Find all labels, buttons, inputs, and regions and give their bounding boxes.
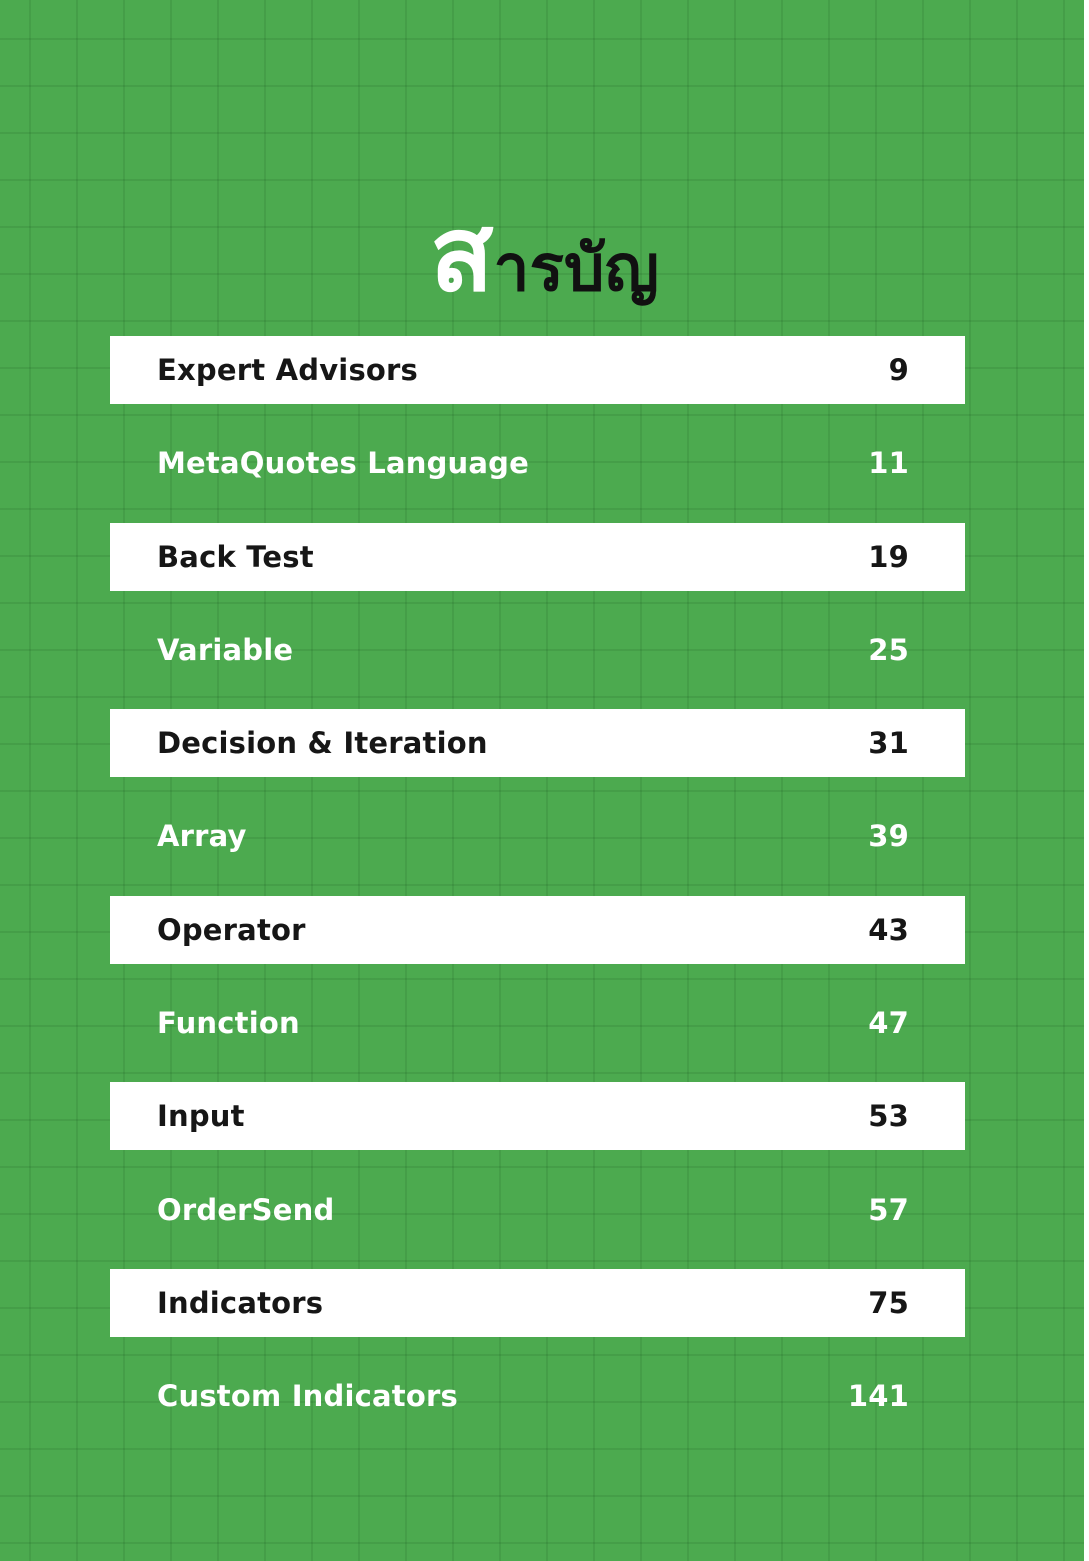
toc-label: OrderSend: [157, 1192, 335, 1227]
toc-label: Operator: [157, 912, 306, 947]
title-first-char: ส: [430, 193, 494, 316]
toc-page-number: 141: [847, 1379, 909, 1414]
toc-label: Expert Advisors: [157, 353, 418, 387]
toc-row-custom-indicators[interactable]: [110, 1362, 965, 1430]
toc-row-expert-advisors[interactable]: [110, 336, 965, 404]
toc-label: Array: [157, 819, 247, 854]
toc-label: Decision & Iteration: [157, 726, 488, 761]
toc-row-input[interactable]: [110, 1082, 965, 1150]
toc-label: Indicators: [157, 1285, 324, 1320]
toc-row-variable[interactable]: [110, 616, 965, 684]
toc-label: Input: [157, 1099, 245, 1134]
toc-row-indicators[interactable]: [110, 1269, 965, 1337]
toc-label: Function: [157, 1006, 300, 1041]
toc-page-number: 47: [868, 1006, 909, 1041]
toc-page-number: 19: [868, 539, 909, 574]
toc-page-number: 53: [868, 1099, 909, 1134]
toc-row-metaquotes-language[interactable]: [110, 429, 965, 497]
toc-label: Back Test: [157, 539, 314, 574]
toc-row-ordersend[interactable]: [110, 1176, 965, 1244]
toc-page-number: 75: [868, 1285, 909, 1320]
toc-row-function[interactable]: [110, 989, 965, 1057]
toc-label: Variable: [157, 632, 294, 667]
title-rest: ารบัญ: [493, 232, 659, 307]
toc-page-number: 11: [868, 446, 909, 481]
toc-row-back-test[interactable]: [110, 523, 965, 591]
toc-page-number: 57: [868, 1192, 909, 1227]
toc-label: MetaQuotes Language: [157, 446, 529, 481]
toc-label: Custom Indicators: [157, 1379, 458, 1414]
toc-row-array[interactable]: [110, 802, 965, 870]
toc-page-number: 39: [868, 819, 909, 854]
toc-page-number: 43: [868, 912, 909, 947]
page-title: [0, 171, 1089, 336]
toc-row-operator[interactable]: [110, 896, 965, 964]
toc-row-decision-iteration[interactable]: [110, 709, 965, 777]
toc-page-number: 9: [888, 353, 909, 387]
table-of-contents: [110, 336, 965, 1456]
toc-page-number: 31: [868, 726, 909, 761]
toc-page-number: 25: [868, 632, 909, 667]
